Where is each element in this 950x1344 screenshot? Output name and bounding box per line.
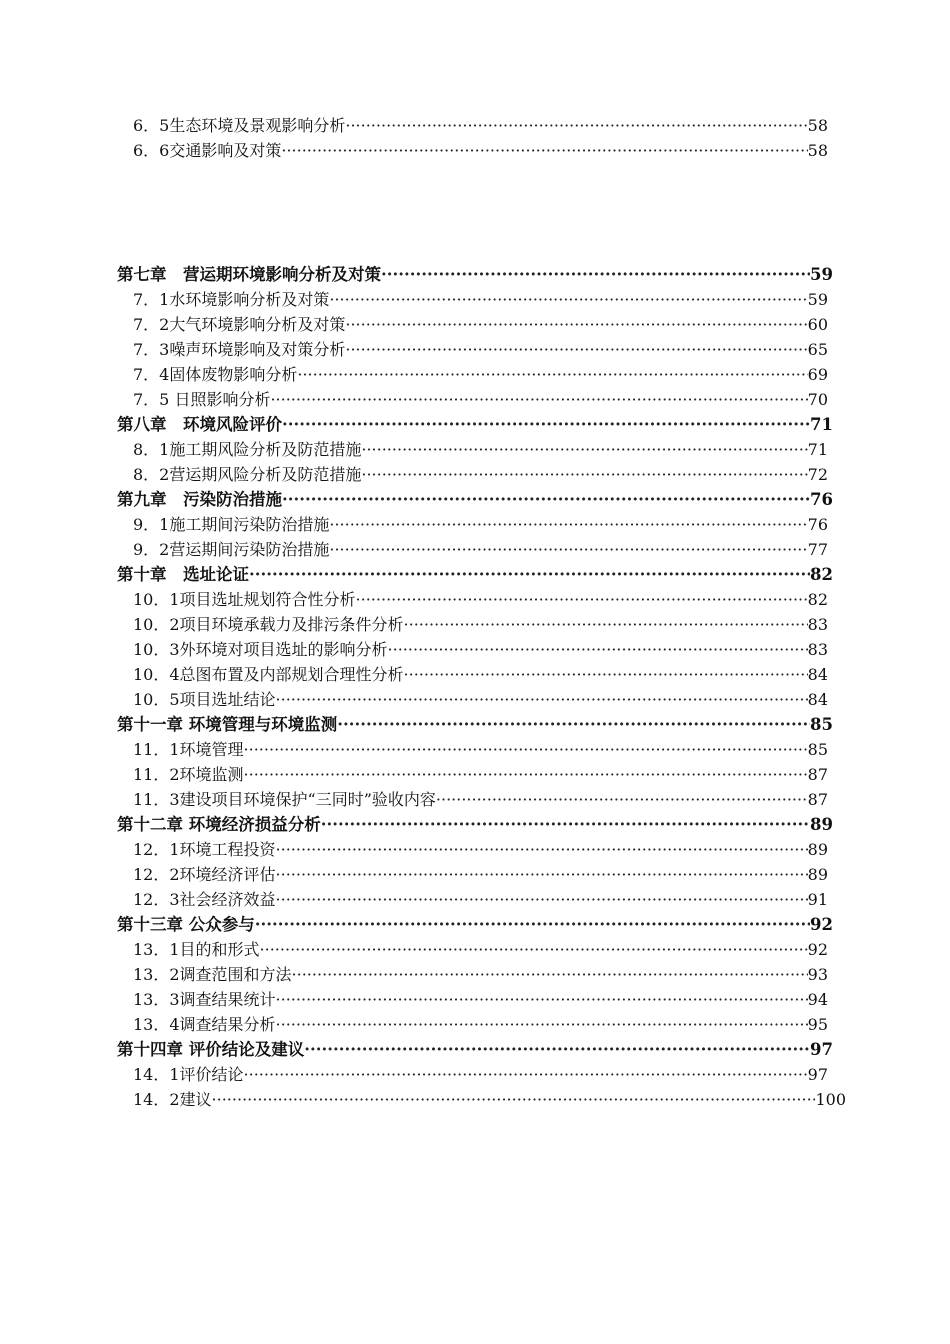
- toc-dot-leader: [255, 912, 810, 937]
- toc-page-number: 100: [815, 1090, 846, 1109]
- toc-section-entry[interactable]: [133, 462, 828, 487]
- toc-page-number: 85: [807, 740, 828, 759]
- toc-entry-label: 第十一章 环境管理与环境监测: [117, 715, 338, 734]
- toc-page-number: 87: [807, 790, 828, 809]
- toc-page-number: 77: [807, 540, 828, 559]
- toc-page-number: 89: [807, 840, 828, 859]
- toc-section-entry[interactable]: [133, 637, 828, 662]
- toc-page-number: 97: [807, 1065, 828, 1084]
- toc-page-number: 69: [807, 365, 828, 384]
- toc-section-entry[interactable]: [133, 387, 828, 412]
- toc-page-number: 59: [807, 290, 828, 309]
- toc-page-number: 60: [807, 315, 828, 334]
- toc-section-entry[interactable]: [133, 787, 828, 812]
- toc-entry-label: 10．5项目选址结论: [133, 690, 276, 709]
- toc-section-entry[interactable]: [133, 138, 828, 163]
- toc-page-number: 58: [807, 116, 828, 135]
- toc-chapter-entry[interactable]: [117, 487, 833, 512]
- toc-dot-leader: [345, 312, 807, 337]
- toc-dot-leader: [297, 362, 807, 387]
- toc-entry-label: 10．2项目环境承载力及排污条件分析: [133, 615, 404, 634]
- toc-page-number: 92: [807, 940, 828, 959]
- toc-entry-label: 14．2建议: [133, 1090, 212, 1109]
- toc-section-entry[interactable]: [133, 337, 828, 362]
- toc-entry-label: 12．2环境经济评估: [133, 865, 276, 884]
- toc-dot-leader: [404, 662, 808, 687]
- toc-entry-label: 11．3建设项目环境保护“三同时”验收内容: [133, 790, 436, 809]
- toc-dot-leader: [249, 562, 810, 587]
- toc-section-entry[interactable]: [133, 962, 828, 987]
- toc-dot-leader: [276, 987, 808, 1012]
- toc-page-number: 82: [807, 590, 828, 609]
- toc-page-number: 97: [810, 1040, 833, 1059]
- toc-dot-leader: [321, 812, 810, 837]
- toc-page-number: 84: [807, 690, 828, 709]
- toc-entry-label: 8．2营运期风险分析及防范措施: [133, 465, 362, 484]
- toc-entry-label: 第十三章 公众参与: [117, 915, 255, 934]
- toc-entry-label: 13．2调查范围和方法: [133, 965, 292, 984]
- toc-entry-label: 14．1评价结论: [133, 1065, 244, 1084]
- toc-section-entry[interactable]: [133, 437, 828, 462]
- toc-page-number: 87: [807, 765, 828, 784]
- toc-dot-leader: [292, 962, 808, 987]
- toc-entry-label: 7．4固体废物影响分析: [133, 365, 298, 384]
- toc-chapter-entry[interactable]: [117, 812, 833, 837]
- toc-page-number: 76: [810, 490, 833, 509]
- toc-dot-leader: [276, 1012, 808, 1037]
- toc-section-entry[interactable]: [133, 537, 828, 562]
- toc-chapter-entry[interactable]: [117, 712, 833, 737]
- toc-page-number: 83: [807, 615, 828, 634]
- toc-entry-label: 9．2营运期间污染防治措施: [133, 540, 330, 559]
- toc-entry-label: 10．4总图布置及内部规划合理性分析: [133, 665, 404, 684]
- toc-entry-label: 7．5 日照影响分析: [133, 390, 271, 409]
- toc-dot-leader: [260, 937, 808, 962]
- toc-chapter-entry[interactable]: [117, 412, 833, 437]
- toc-dot-leader: [281, 138, 807, 163]
- toc-dot-leader: [404, 612, 808, 637]
- toc-section-entry[interactable]: [133, 362, 828, 387]
- toc-dot-leader: [337, 712, 810, 737]
- toc-page-number: 82: [810, 565, 833, 584]
- toc-entry-label: 11．2环境监测: [133, 765, 244, 784]
- toc-entry-label: 第七章 营运期环境影响分析及对策: [117, 265, 381, 284]
- toc-entry-label: 7．2大气环境影响分析及对策: [133, 315, 346, 334]
- toc-section-entry[interactable]: [133, 937, 828, 962]
- toc-section-entry[interactable]: [133, 287, 828, 312]
- toc-dot-leader: [244, 737, 808, 762]
- toc-entry-label: 7．1水环境影响分析及对策: [133, 290, 330, 309]
- toc-dot-leader: [329, 537, 807, 562]
- toc-entry-label: 8．1施工期风险分析及防范措施: [133, 440, 362, 459]
- toc-dot-leader: [361, 462, 807, 487]
- toc-page-number: 71: [807, 440, 828, 459]
- toc-entry-label: 13．3调查结果统计: [133, 990, 276, 1009]
- toc-chapter-entry[interactable]: [117, 1037, 833, 1062]
- toc-chapter-entry[interactable]: [117, 912, 833, 937]
- toc-chapter-entry[interactable]: [117, 262, 833, 287]
- toc-section-entry[interactable]: [133, 987, 828, 1012]
- toc-section-entry[interactable]: [133, 1062, 828, 1087]
- toc-entry-label: 12．1环境工程投资: [133, 840, 276, 859]
- toc-entry-label: 6．6交通影响及对策: [133, 141, 282, 160]
- toc-page-number: 58: [807, 141, 828, 160]
- toc-section-entry[interactable]: [133, 862, 828, 887]
- toc-page-number: 59: [810, 265, 833, 284]
- toc-entry-label: 第十二章 环境经济损益分析: [117, 815, 321, 834]
- toc-entry-label: 第九章 污染防治措施: [117, 490, 282, 509]
- toc-entry-label: 13．1目的和形式: [133, 940, 260, 959]
- toc-page-number: 76: [807, 515, 828, 534]
- toc-page-number: 92: [810, 915, 833, 934]
- toc-chapter-entry[interactable]: [117, 562, 833, 587]
- toc-dot-leader: [276, 687, 808, 712]
- toc-dot-leader: [345, 113, 807, 138]
- toc-section-entry[interactable]: [133, 762, 828, 787]
- toc-entry-label: 第十章 选址论证: [117, 565, 249, 584]
- toc-section-entry[interactable]: [133, 113, 828, 138]
- toc-page-number: 65: [807, 340, 828, 359]
- toc-dot-leader: [244, 762, 808, 787]
- toc-section-entry[interactable]: [133, 1012, 828, 1037]
- toc-dot-leader: [381, 262, 810, 287]
- toc-page-number: 93: [807, 965, 828, 984]
- toc-page-number: 71: [810, 415, 833, 434]
- toc-dot-leader: [276, 837, 808, 862]
- toc-section-entry[interactable]: [133, 312, 828, 337]
- toc-dot-leader: [329, 287, 807, 312]
- toc-page-number: 89: [810, 815, 833, 834]
- toc-dot-leader: [282, 487, 810, 512]
- toc-page-number: 83: [807, 640, 828, 659]
- toc-section-entry[interactable]: [133, 662, 828, 687]
- toc-dot-leader: [304, 1037, 810, 1062]
- toc-section-entry[interactable]: [133, 512, 828, 537]
- toc-dot-leader: [388, 637, 808, 662]
- toc-section-entry[interactable]: [133, 737, 828, 762]
- toc-dot-leader: [345, 337, 807, 362]
- toc-entry-label: 第十四章 评价结论及建议: [117, 1040, 305, 1059]
- toc-page-number: 85: [810, 715, 833, 734]
- toc-page-number: 84: [807, 665, 828, 684]
- toc-dot-leader: [361, 437, 807, 462]
- toc-dot-leader: [282, 412, 810, 437]
- toc-page-number: 89: [807, 865, 828, 884]
- toc-section-entry[interactable]: [133, 1087, 846, 1112]
- toc-page-number: 91: [807, 890, 828, 909]
- toc-dot-leader: [244, 1062, 808, 1087]
- toc-dot-leader: [276, 887, 808, 912]
- toc-dot-leader: [436, 787, 808, 812]
- toc-section-entry[interactable]: [133, 612, 828, 637]
- toc-entry-label: 10．1项目选址规划符合性分析: [133, 590, 356, 609]
- toc-section-entry[interactable]: [133, 587, 828, 612]
- toc-entry-label: 11．1环境管理: [133, 740, 244, 759]
- toc-dot-leader: [212, 1087, 816, 1112]
- toc-entry-label: 7．3噪声环境影响及对策分析: [133, 340, 346, 359]
- toc-entry-label: 12．3社会经济效益: [133, 890, 276, 909]
- toc-section-entry[interactable]: [133, 837, 828, 862]
- toc-entry-label: 第八章 环境风险评价: [117, 415, 282, 434]
- toc-page-number: 95: [807, 1015, 828, 1034]
- toc-page-number: 72: [807, 465, 828, 484]
- toc-page-number: 94: [807, 990, 828, 1009]
- toc-entry-label: 9．1施工期间污染防治措施: [133, 515, 330, 534]
- toc-dot-leader: [329, 512, 807, 537]
- toc-section-entry[interactable]: [133, 687, 828, 712]
- toc-section-entry[interactable]: [133, 887, 828, 912]
- toc-page-number: 70: [807, 390, 828, 409]
- toc-entry-label: 6．5生态环境及景观影响分析: [133, 116, 346, 135]
- toc-dot-leader: [270, 387, 807, 412]
- toc-dot-leader: [276, 862, 808, 887]
- toc-dot-leader: [356, 587, 808, 612]
- toc-entry-label: 10．3外环境对项目选址的影响分析: [133, 640, 388, 659]
- toc-entry-label: 13．4调查结果分析: [133, 1015, 276, 1034]
